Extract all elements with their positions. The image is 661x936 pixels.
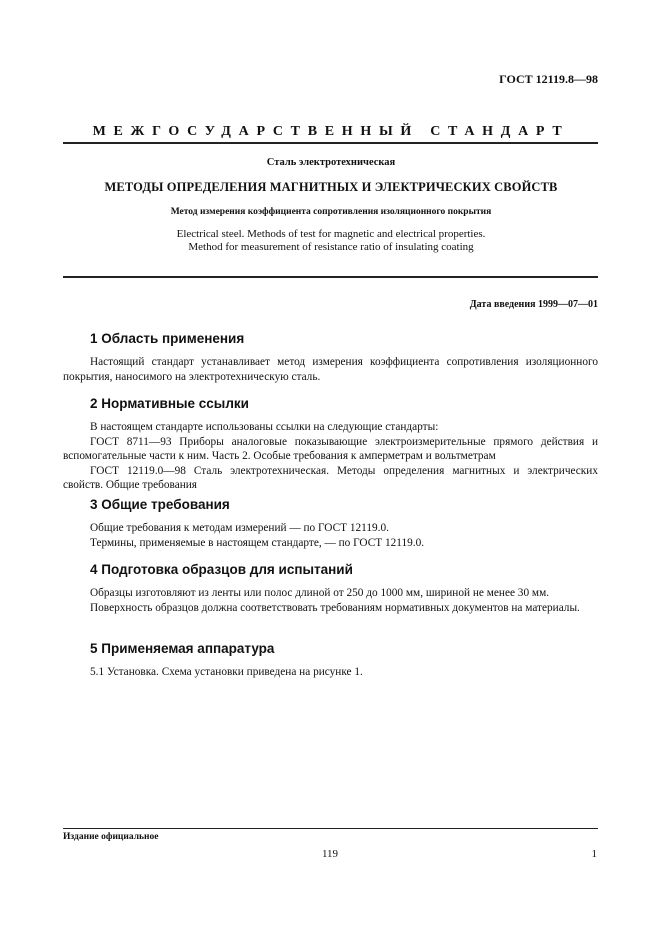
paragraph: ГОСТ 12119.0—98 Сталь электротехническая. Методы определения магнитных и электрических свойств. Общие требования (63, 464, 598, 492)
paragraph: 5.1 Установка. Схема установки приведена на рисунке 1. (90, 666, 363, 678)
title-rule (63, 276, 598, 278)
section-4-body (63, 586, 598, 615)
paragraph: ГОСТ 8711—93 Приборы аналоговые показывающие электроизмерительные прямого действия и вспомогательные части к ним. Часть 2. Особые требования к амперметрам и вольтметрам (63, 435, 598, 463)
introduction-date: Дата введения 1999—07—01 (469, 299, 598, 310)
title-english-line-1: Electrical steel. Methods of test for magnetic and electrical properties. (176, 228, 486, 240)
section-4-heading: 4 Подготовка образцов для испытаний (90, 562, 353, 577)
paragraph: Термины, применяемые в настоящем стандарте, — по ГОСТ 12119.0. (90, 536, 425, 549)
section-1-heading: 1 Область применения (90, 331, 245, 346)
title-main: МЕТОДЫ ОПРЕДЕЛЕНИЯ МАГНИТНЫХ И ЭЛЕКТРИЧЕСКИХ СВОЙСТВ (104, 180, 558, 194)
title-english-line-2: Method for measurement of resistance ratio of insulating coating (188, 241, 474, 253)
sheet-number: 1 (591, 848, 597, 860)
page-number: 119 (321, 848, 339, 860)
interstate-standard-heading: МЕЖГОСУДАРСТВЕННЫЙ СТАНДАРТ (92, 124, 570, 139)
title-subject: Сталь электротехническая (266, 157, 396, 168)
section-5-heading: 5 Применяемая аппаратура (90, 641, 275, 656)
paragraph: В настоящем стандарте использованы ссылки на следующие стандарты: (90, 421, 439, 433)
paragraph: Поверхность образцов должна соответствовать требованиям нормативных документов на материалы. (90, 601, 580, 614)
paragraph: Образцы изготовляют из ленты или полос длиной от 250 до 1000 мм, шириной не менее 30 мм. (90, 587, 550, 599)
title-method: Метод измерения коэффициента сопротивления изоляционного покрытия (170, 207, 492, 217)
paragraph: Настоящий стандарт устанавливает метод измерения коэффициента сопротивления изоляционного покрытия, наносимого на электротехническую сталь. (63, 356, 598, 383)
section-2-heading: 2 Нормативные ссылки (90, 396, 249, 411)
header-rule (63, 142, 598, 144)
section-3-body (63, 521, 598, 550)
section-5-body (63, 665, 598, 680)
paragraph: Общие требования к методам измерений — по ГОСТ 12119.0. (90, 522, 389, 534)
footer-rule (63, 828, 598, 829)
section-2-body (63, 420, 598, 493)
standard-number: ГОСТ 12119.8—98 (499, 72, 598, 86)
section-1-body (63, 355, 598, 384)
section-3-heading: 3 Общие требования (90, 497, 230, 512)
official-edition-label: Издание официальное (63, 832, 159, 842)
